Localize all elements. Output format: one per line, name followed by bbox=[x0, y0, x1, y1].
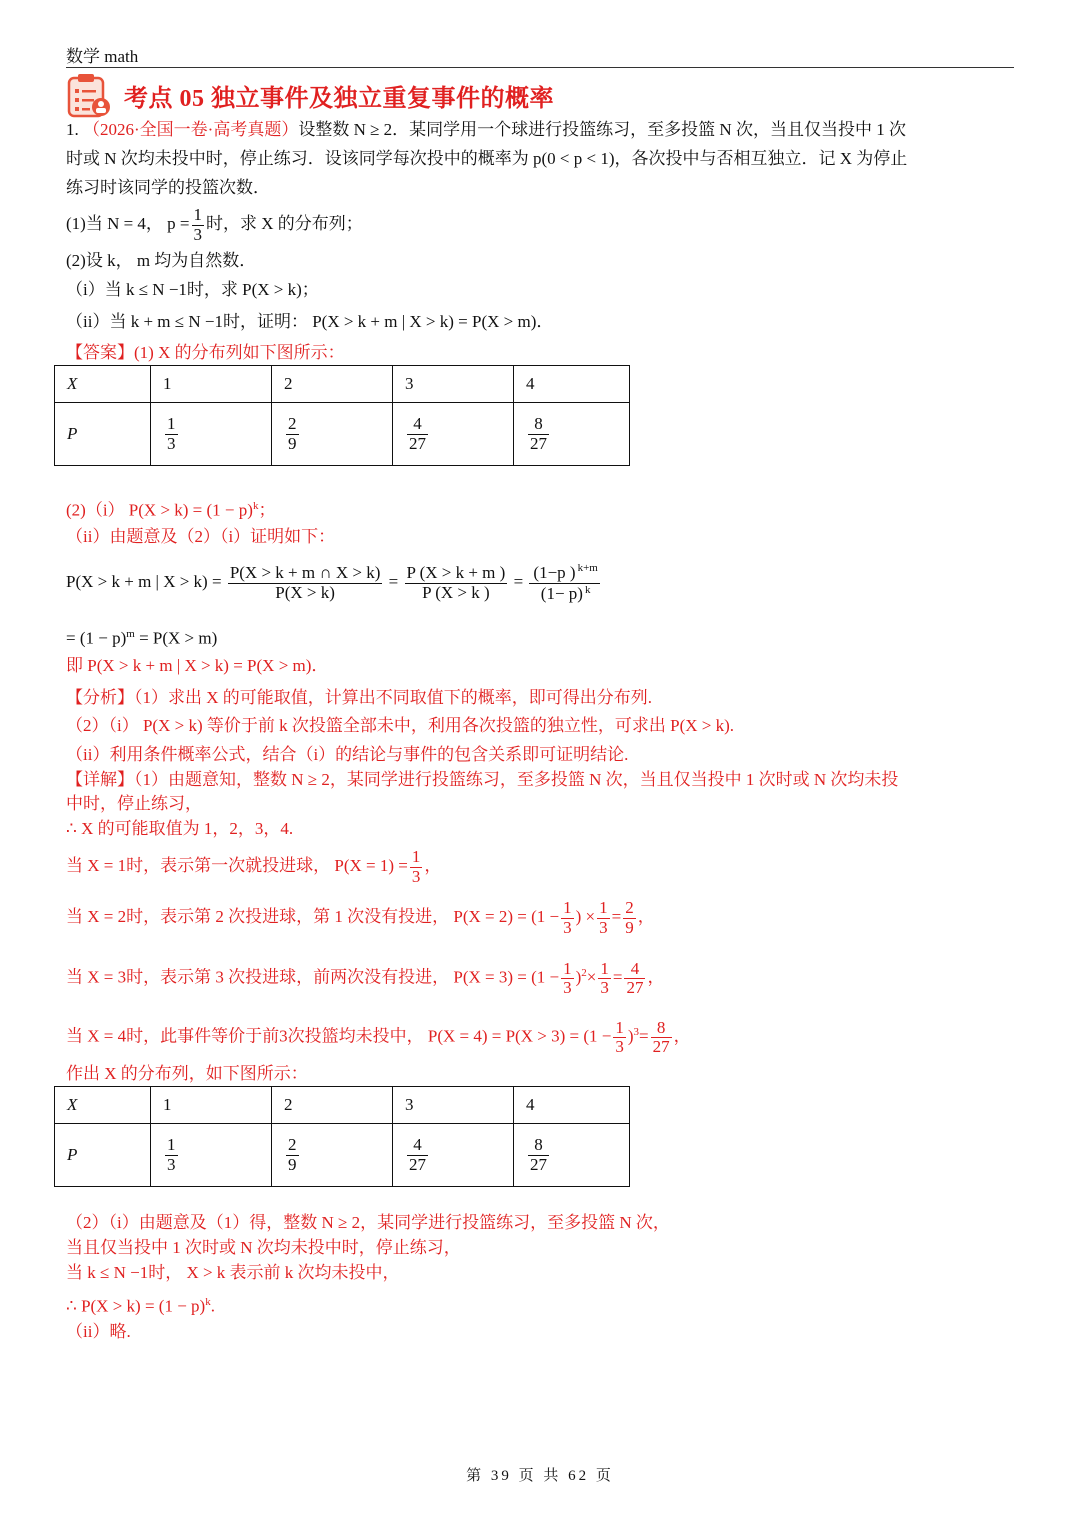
analysis-line-2: （2）（i） P(X > k) 等价于前 k 次投篮全部未中，利用各次投篮的独立性，可求出 P(X > k). bbox=[66, 716, 735, 735]
detail-x1: 当 X = 1时，表示第一次就投进球， P(X = 1) = $\frac{1}{3}$ ， bbox=[66, 846, 442, 886]
detail-x2: 当 X = 2时，表示第 2 次投进球，第 1 次没有投进， P(X = 2) = (1 − $\frac{1}{3}$ ) × $\frac{1}{3}$ = $\frac{2}{9}$ ， bbox=[66, 897, 655, 937]
detail-table-intro: 作出 X 的分布列，如下图所示： bbox=[66, 1064, 308, 1083]
proof-equation: P(X > k + m | X > k) = $\frac{P(X > k + m \cap X > k)}{P(X > k)}$ = $\frac{P (X > k + m )}{P (X > k )}$ = $\frac{(1-p ) ^{k+m}}{(1- p) ^k}$ bbox=[66, 562, 598, 604]
header-subject: 数学 math bbox=[66, 47, 139, 66]
distribution-table-2 bbox=[54, 1086, 630, 1187]
table-row: P $\frac{1}{3}$ $\frac{2}{9}$ $\frac{4}{27}$ $\frac{8}{27}$ bbox=[55, 1124, 630, 1187]
analysis-line-3: （ii）利用条件概率公式，结合（i）的结论与事件的包含关系即可证明结论. bbox=[66, 745, 629, 764]
question-2-i: （i）当 k ≤ N −1时，求 P(X > k)； bbox=[66, 280, 319, 299]
analysis-line-1: 【分析】（1）求出 X 的可能取值，计算出不同取值下的概率，即可得出分布列. bbox=[66, 688, 653, 707]
detail-part2-line-2: 当且仅当投中 1 次时或 N 次均未投中时，停止练习， bbox=[66, 1238, 461, 1257]
detail-line-1: 【详解】（1）由题意知，整数 N ≥ 2，某同学进行投篮练习，至多投篮 N 次，当且仅当投中 1 次时或 N 次均未投 bbox=[66, 770, 899, 789]
detail-x4: 当 X = 4时，此事件等价于前3次投篮均未投中， P(X = 4) = P(X > 3) = (1 − $\frac{1}{3}$ )$^3$= $\frac{8}{27}$ ， bbox=[66, 1017, 691, 1057]
answer-2-i: (2)（i） $P(X > k) = (1 - p)^k$； bbox=[66, 500, 276, 520]
problem-line-2: 时或 N 次均未投中时，停止练习．设该同学每次投中的概率为 p(0 < p < 1)，各次投中与否相互独立．记 X 为停止 bbox=[66, 149, 908, 168]
page-footer: 第 39 页 共 62 页 bbox=[466, 1468, 614, 1484]
table-row: X 1 2 3 4 bbox=[55, 1087, 630, 1124]
answer-2-ii: （ii）由题意及（2）（i）证明如下： bbox=[66, 527, 336, 546]
section-title: 考点 05 独立事件及独立重复事件的概率 bbox=[124, 86, 554, 112]
problem-line-3: 练习时该同学的投篮次数． bbox=[66, 178, 270, 197]
proof-equation-2: = $(1 - p)^m = P(X > m)$ bbox=[66, 628, 218, 648]
clipboard-icon bbox=[66, 72, 112, 118]
detail-line-3: ∴ X 的可能取值为 1，2，3，4. bbox=[66, 819, 294, 838]
distribution-table bbox=[54, 365, 630, 466]
table-row: X 1 2 3 4 bbox=[55, 366, 630, 403]
table-row: P $\frac{1}{3}$ $\frac{2}{9}$ $\frac{4}{27}$ $\frac{8}{27}$ bbox=[55, 403, 630, 466]
problem-line-1: 1. （2026·全国一卷·高考真题）设整数 N ≥ 2．某同学用一个球进行投篮练习，至多投篮 N 次，当且仅当投中 1 次 bbox=[66, 120, 906, 139]
detail-line-2: 中时，停止练习， bbox=[66, 794, 202, 813]
detail-part2-line-3: 当 k ≤ N −1时， X > k 表示前 k 次均未投中， bbox=[66, 1263, 400, 1282]
question-2-ii: （ii）当 k + m ≤ N −1时，证明： P(X > k + m | X > k) = P(X > m)． bbox=[66, 312, 554, 331]
question-1: (1)当 N = 4， p = $\frac{1}{3}$ 时，求 X 的分布列； bbox=[66, 204, 363, 244]
answer-line-1: 【答案】(1) X 的分布列如下图所示： bbox=[66, 343, 345, 362]
question-2: (2)设 k， m 均为自然数． bbox=[66, 251, 257, 270]
detail-x3: 当 X = 3时，表示第 3 次投进球，前两次没有投进， P(X = 3) = (1 − $\frac{1}{3}$ )$^2$× $\frac{1}{3}$ = $\frac{4}{27}$ ， bbox=[66, 958, 665, 998]
header-rule bbox=[66, 67, 1014, 68]
detail-part2-line-4: ∴ $P(X > k) = (1 - p)^k$. bbox=[66, 1296, 215, 1316]
proof-conclusion: 即 P(X > k + m | X > k) = P(X > m)． bbox=[66, 656, 329, 675]
detail-part2-line-1: （2）（i）由题意及（1）得，整数 N ≥ 2，某同学进行投篮练习，至多投篮 N 次， bbox=[66, 1213, 670, 1232]
detail-part2-line-5: （ii）略. bbox=[66, 1322, 131, 1341]
